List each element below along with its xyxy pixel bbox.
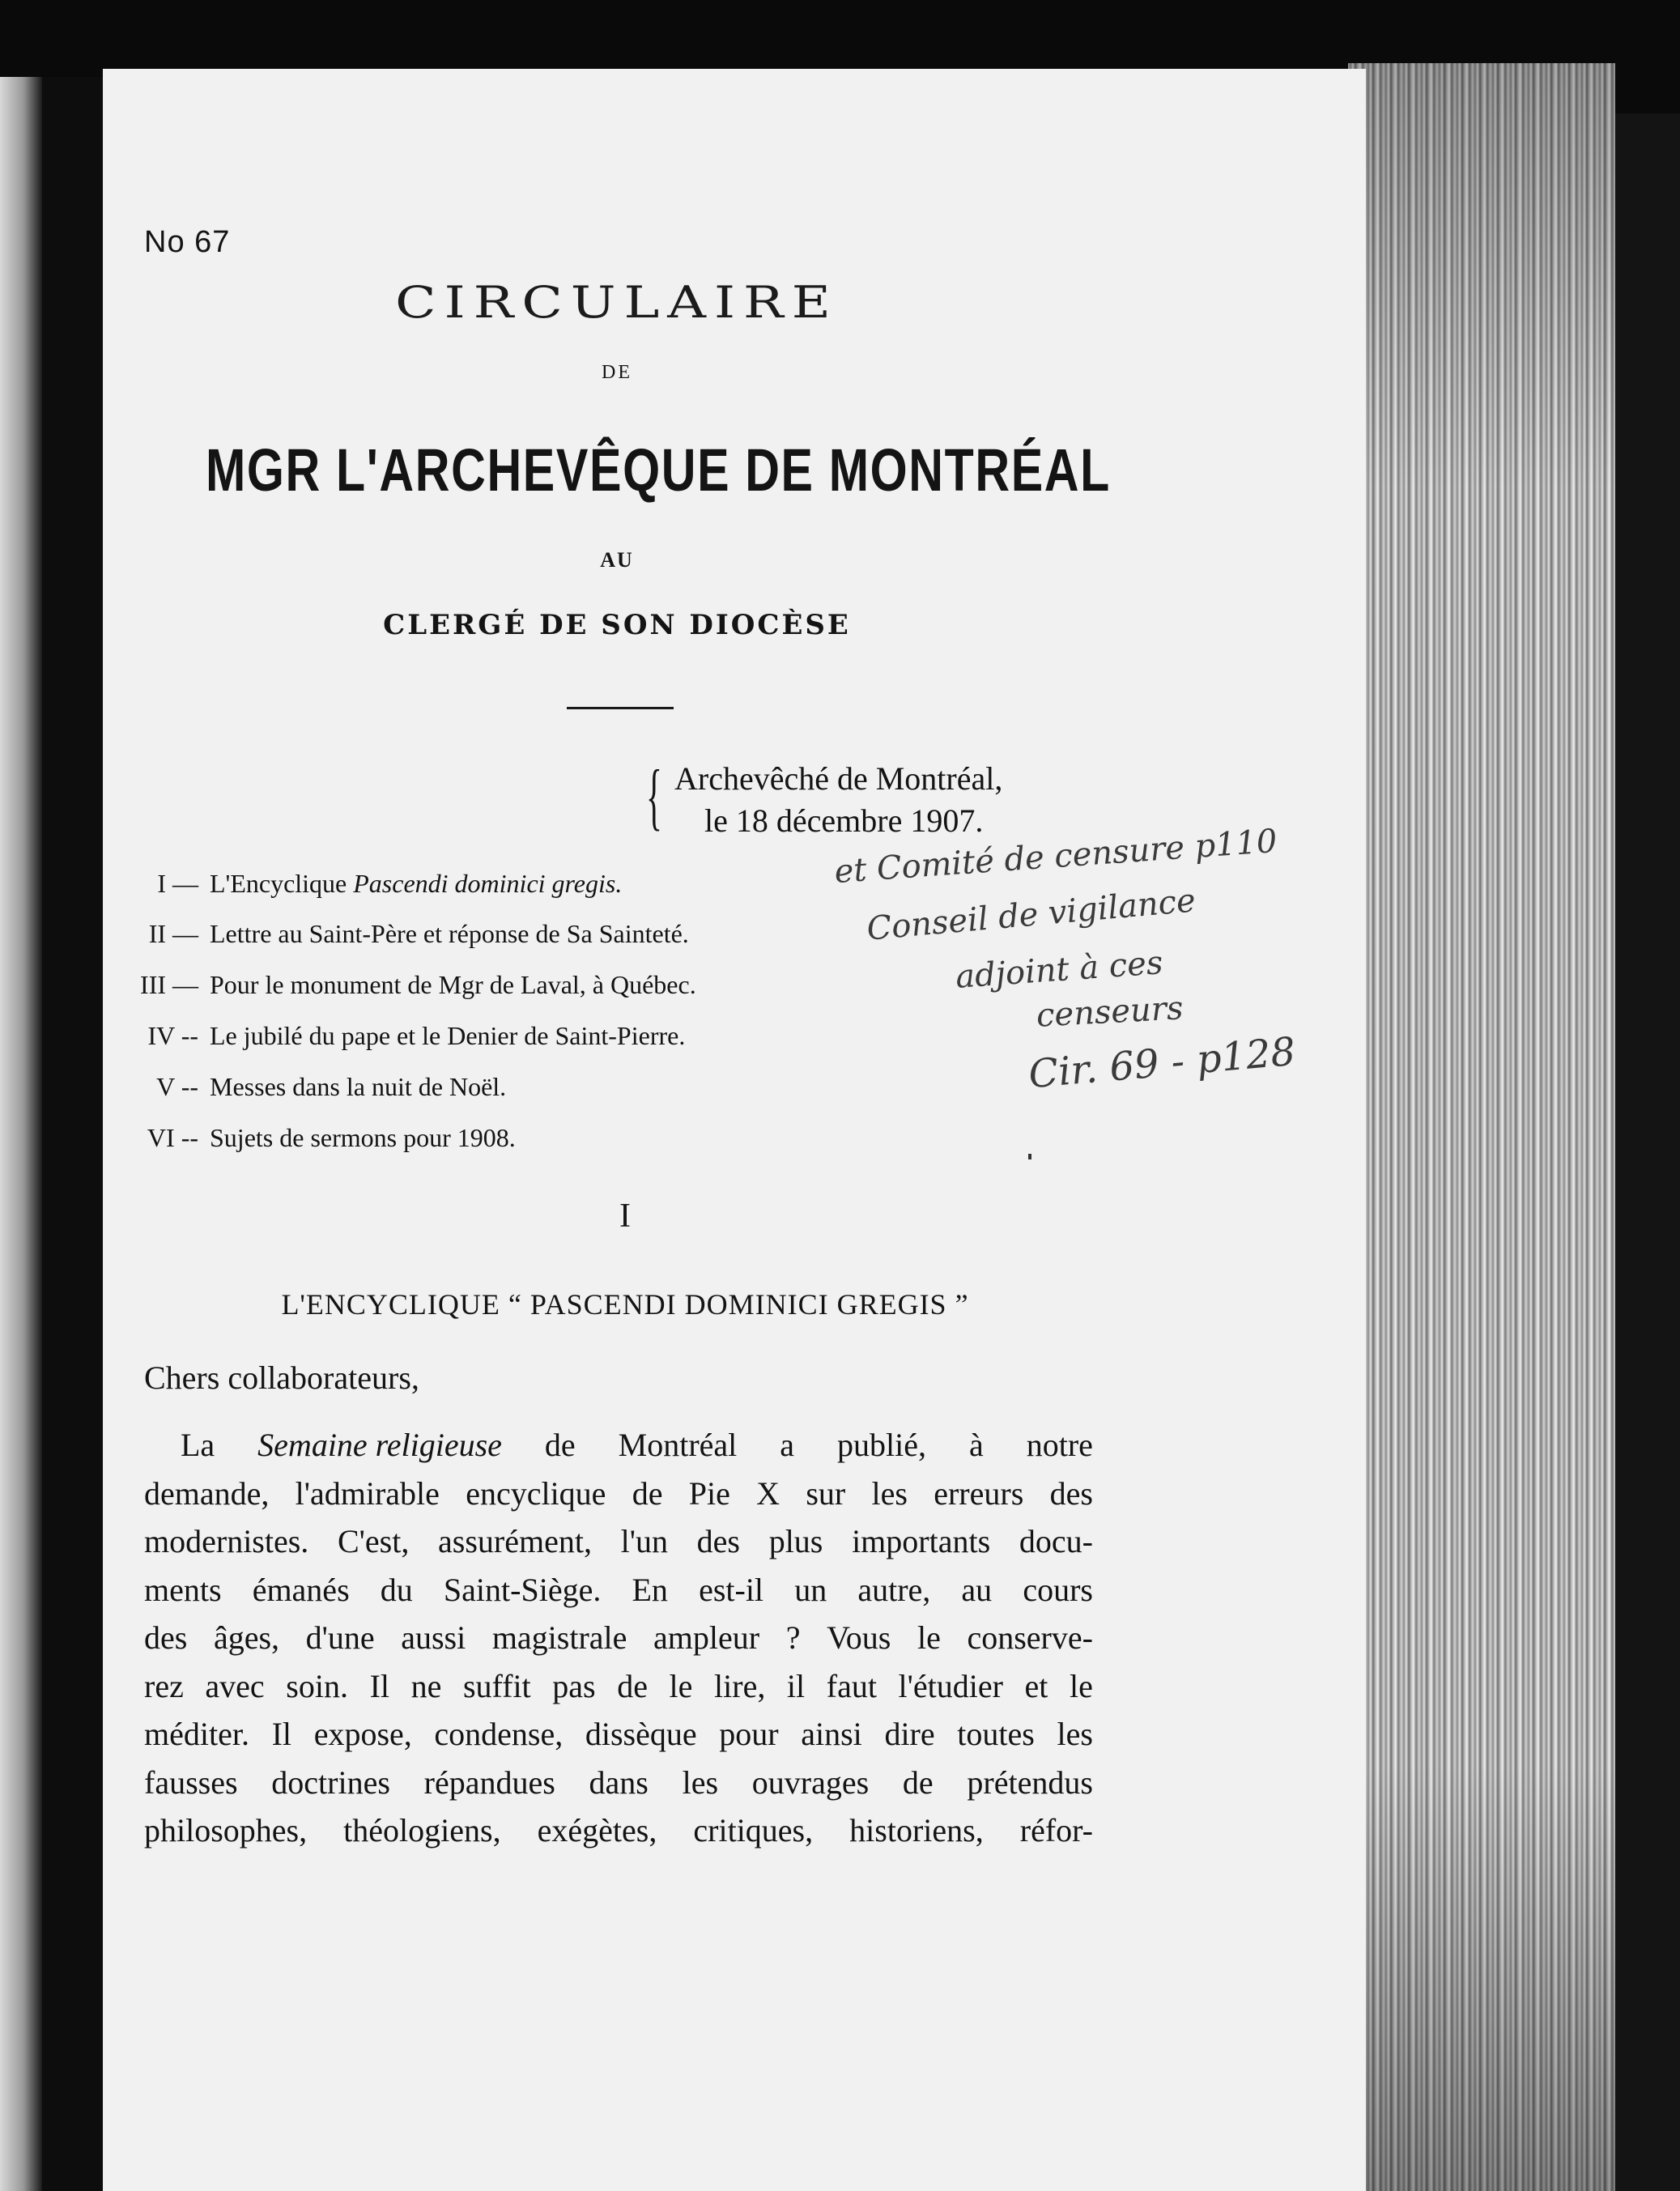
body-line: ments émanés du Saint-Siège. En est-il un autre, au cours <box>144 1571 1093 1608</box>
contents-text: Messes dans la nuit de Noël. <box>210 1072 507 1101</box>
circular-title: CIRCULAIRE <box>395 276 839 329</box>
contents-item <box>93 1021 685 1051</box>
dateline-brace: { <box>646 755 662 837</box>
contents-item <box>93 1072 506 1102</box>
annotation-line: adjoint à ces <box>954 944 1164 996</box>
contents-text: L'Encyclique <box>210 869 354 898</box>
contents-number: V -- <box>156 1072 198 1101</box>
contents-number: VI -- <box>147 1123 198 1152</box>
recipient-line: CLERGÉ DE SON DIOCÈSE <box>383 609 851 641</box>
body-paragraph <box>144 1421 1093 1855</box>
contents-text: Le jubilé du pape et le Denier de Saint-Pierre. <box>210 1021 686 1050</box>
handwritten-annotation <box>833 822 1352 1105</box>
contents-item <box>93 970 696 1000</box>
contents-italic-text: Pascendi dominici gregis. <box>353 869 623 898</box>
contents-text: Pour le monument de Mgr de Laval, à Québec. <box>210 970 696 999</box>
archbishop-title: MGR L'ARCHEVÊQUE DE MONTRÉAL <box>206 436 1111 504</box>
salutation: Chers collaborateurs, <box>144 1359 419 1396</box>
contents-text: Sujets de sermons pour 1908. <box>210 1123 516 1152</box>
contents-item <box>93 919 689 949</box>
body-line: modernistes. C'est, assurément, l'un des plus importants docu- <box>144 1523 1093 1559</box>
body-line: philosophes, théologiens, exégètes, critiques, historiens, réfor- <box>144 1812 1093 1849</box>
body-line: rez avec soin. Il ne suffit pas de le lire, il faut l'étudier et le <box>144 1667 1093 1704</box>
stacked-page-edges <box>1348 63 1615 2191</box>
contents-text: Lettre au Saint-Père et réponse de Sa Sainteté. <box>210 919 689 948</box>
section-numeral: I <box>619 1198 631 1235</box>
scan-speck <box>1028 1154 1031 1159</box>
scan-background-edge <box>1615 113 1680 2191</box>
title-connector-de: DE <box>602 362 632 383</box>
contents-item <box>93 1123 516 1153</box>
body-line: fausses doctrines répandues dans les ouvrages de prétendus <box>144 1763 1093 1801</box>
previous-page-edge <box>0 77 42 2191</box>
section-heading: L'ENCYCLIQUE “ PASCENDI DOMINICI GREGIS ” <box>281 1288 969 1321</box>
contents-number: IV -- <box>147 1021 198 1050</box>
title-connector-au: AU <box>600 548 634 572</box>
annotation-line: censeurs <box>1035 989 1185 1035</box>
body-italic-phrase: Semaine religieuse <box>257 1427 502 1463</box>
contents-number: II — <box>148 919 198 948</box>
body-line: demande, l'admirable encyclique de Pie X sur les erreurs des <box>144 1474 1093 1512</box>
body-line: La Semaine religieuse de Montréal a publié, à notre <box>144 1421 1093 1470</box>
dateline-place: Archevêché de Montréal, <box>674 760 1003 797</box>
body-line: méditer. Il expose, condense, dissèque pour ainsi dire toutes les <box>144 1716 1093 1752</box>
annotation-line: Conseil de vigilance <box>865 882 1197 948</box>
circular-number: No 67 <box>144 225 231 259</box>
contents-number: III — <box>140 970 198 999</box>
annotation-line: et Comité de censure p110 <box>833 822 1278 891</box>
dateline-date: le 18 décembre 1907. <box>704 802 984 839</box>
contents-item <box>93 869 622 899</box>
body-line: des âges, d'une aussi magistrale ampleur ? Vous le conserve- <box>144 1619 1093 1656</box>
title-divider <box>567 707 674 709</box>
annotation-line: Cir. 69 - p128 <box>1027 1028 1298 1098</box>
contents-number: I — <box>157 869 198 898</box>
